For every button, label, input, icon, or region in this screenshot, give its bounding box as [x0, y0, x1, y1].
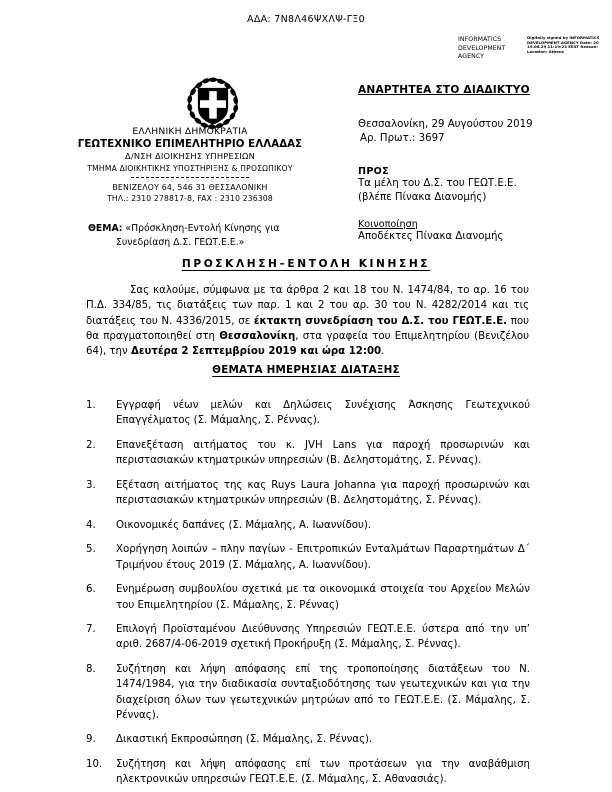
- agenda-item-number: 5.: [86, 544, 96, 556]
- page-title-text: ΠΡΟΣΚΛΗΣΗ–ΕΝΤΟΛΗ ΚΙΝΗΣΗΣ: [181, 258, 431, 270]
- subject-line-1: «Πρόσκληση-Εντολή Κίνησης για: [125, 223, 280, 234]
- agenda-item-number: 8.: [86, 664, 96, 676]
- agenda-item: [86, 662, 530, 723]
- directorate-name: Δ/ΝΣΗ ΔΙΟΙΚΗΣΗΣ ΥΠΗΡΕΣΙΩΝ: [125, 151, 255, 161]
- recipient-header: [358, 84, 604, 244]
- agenda-item-text: Ενημέρωση συμβουλίου σχετικά με τα οικονομικά στοιχεία του Αρχείου Μελών του Επιμελητηρίου (Σ. Μάμαλης, Σ. Ρέννας): [116, 584, 530, 611]
- agenda-item: [86, 582, 530, 612]
- agenda-item-number: 2.: [86, 439, 96, 451]
- subject-block: [88, 222, 338, 249]
- agenda-item-text: Επανεξέταση αιτήματος του κ. JVH Lans για παροχή προσωρινών και περιστασιακών κτηματρικών υπηρεσιών (Β. Δεληστομάτης, Σ. Ρέννας).: [116, 439, 530, 467]
- publication-notice: ΑΝΑΡΤΗΤΕΑ ΣΤΟ ΔΙΑΔΙΚΤΥΟ: [358, 84, 530, 96]
- paragraph-bold-datetime: Δευτέρα 2 Σεπτεμβρίου 2019 και ώρα 12:00: [130, 346, 382, 358]
- republic-name: ΕΛΛΗΝΙΚΗ ΔΗΜΟΚΡΑΤΙΑ: [132, 126, 248, 137]
- paragraph-part-2: που θα πραγματοποιηθεί στη: [86, 315, 530, 342]
- agenda-item-number: 6.: [86, 584, 96, 596]
- agenda-item-number: 3.: [86, 479, 96, 491]
- agenda-item-text: Δικαστική Εκπροσώπηση (Σ. Μάμαλης, Σ. Ρέννας).: [116, 734, 373, 746]
- agenda-item: [86, 622, 530, 652]
- invitation-paragraph: [86, 283, 529, 359]
- paragraph-part-1: Σας καλούμε, σύμφωνα με τα άρθρα 2 και 18 του Ν. 1474/84, το αρ. 16 του Π.Δ. 334/85, τις διατάξεις των παρ. 1 και 2 του αρ. 30 του Ν. 4282/2014 και τις διατάξεις του Ν. 4336/2015, σε: [86, 285, 529, 327]
- subject-label: ΘΕΜΑ:: [88, 223, 123, 234]
- agenda-item-text: Εγγραφή νέων μελών και Δηλώσεις Συνέχισης Άσκησης Γεωτεχνικού Επαγγέλματος (Σ. Μάμαλης, Σ. Ρέννας).: [116, 400, 530, 427]
- cc-label: Κοινοποίηση: [358, 219, 418, 230]
- office-phone-fax: ΤΗΛ.: 2310 278817-8, FAX : 2310 236308: [107, 193, 273, 203]
- paragraph-bold-session: έκτακτη συνεδρίαση του Δ.Σ. του ΓΕΩΤ.Ε.Ε.: [253, 315, 508, 327]
- recipient-line-1: Τα μέλη του Δ.Σ. του ΓΕΩΤ.Ε.Ε.: [358, 178, 517, 189]
- paragraph-part-3: , στα γραφεία του Επιμελητηρίου (Βενιζέλου 64), την: [86, 330, 529, 358]
- agenda-item: [86, 518, 530, 533]
- chamber-name: ΓΕΩΤΕΧΝΙΚΟ ΕΠΙΜΕΛΗΤΗΡΙΟ ΕΛΛΑΔΑΣ: [77, 139, 303, 150]
- recipient-line-2: (βλέπε Πίνακα Διανομής): [358, 192, 487, 203]
- office-address: ΒΕΝΙΖΕΛΟΥ 64, 546 31 ΘΕΣΣΑΛΟΝΙΚΗ: [112, 182, 268, 192]
- agenda-item-text: Εξέταση αιτήματος της κας Ruys Laura Johanna για παροχή προσωρινών και περιστασιακών κτηματρικών υπηρεσιών (Β. Δεληστομάτης, Σ. Ρέννας).: [116, 479, 530, 507]
- agenda-item: [86, 398, 530, 428]
- agenda-list: [86, 398, 530, 792]
- agenda-item-text: Οικονομικές δαπάνες (Σ. Μάμαλης, Α. Ιωαννίδου).: [116, 519, 372, 531]
- subject-line-2: Συνεδρίαση Δ.Σ. ΓΕΩΤ.Ε.Ε.»: [116, 236, 245, 248]
- agenda-item-text: Συζήτηση και λήψη απόφασης επί των προτάσεων για την αναβάθμιση ηλεκτρονικών υπηρεσιών ΓΕΩΤ.Ε.Ε. (Σ. Μάμαλης, Σ. Αθανασιάς).: [116, 759, 530, 786]
- agenda-item: [86, 438, 530, 468]
- agenda-heading-text: ΘΕΜΑΤΑ ΗΜΕΡΗΣΙΑΣ ΔΙΑΤΑΞΗΣ: [212, 364, 400, 376]
- paragraph-part-4: .: [381, 346, 385, 358]
- agenda-heading: [0, 364, 612, 376]
- page-title: [0, 258, 612, 270]
- agenda-item-text: Επιλογή Προϊσταμένου Διεύθυνσης Υπηρεσιών ΓΕΩΤ.Ε.Ε. ύστερα από την υπ’ αριθ. 2687/4-06-2019 σχετική Προκήρυξη (Σ. Μάμαλης, Σ. Ρέννας).: [116, 624, 530, 651]
- signature-details-text: Digitally signed by INFORMATICS DEVELOPMENT AGENCY Date: 2019.08.29 11:19:23 EEST Reason: Location: Athens: [527, 35, 600, 54]
- agenda-item: [86, 732, 530, 747]
- agenda-item-number: 7.: [86, 624, 96, 636]
- cc-line: Αποδέκτες Πίνακα Διανομής: [358, 231, 504, 242]
- agenda-item-number: 9.: [86, 734, 96, 746]
- ada-code: ΑΔΑ: 7Ν8Λ46ΨΧΛΨ-ΓΞ0: [247, 14, 365, 25]
- organization-header: [30, 126, 350, 204]
- agenda-item-number: 10.: [86, 759, 103, 771]
- agenda-item-text: Συζήτηση και λήψη απόφασης επί της τροποποίησης διατάξεων του Ν. 1474/1984, για την διαδικασία συνταξιοδότησης των γεωτεχνικών και για την διαχείριση όλων των γεωτεχνικών μητρώων από το ΓΕΩΤ.Ε.Ε. (Σ. Μάμαλης, Σ. Ρέννας).: [116, 664, 530, 721]
- department-name: ΤΜΗΜΑ ΔΙΟΙΚΗΤΙΚΗΣ ΥΠΟΣΤΗΡΙΞΗΣ & ΠΡΟΣΩΠΙΚΟΥ: [87, 163, 293, 173]
- agenda-item-number: 4.: [86, 519, 96, 531]
- place-and-date: Θεσσαλονίκη, 29 Αυγούστου 2019: [358, 119, 533, 130]
- agenda-item: [86, 542, 530, 572]
- paragraph-bold-city: Θεσσαλονίκη: [219, 330, 296, 342]
- agenda-item: [86, 757, 530, 787]
- protocol-number: Αρ. Πρωτ.: 3697: [360, 133, 445, 144]
- agenda-item: [86, 478, 530, 508]
- hellenic-republic-coat-of-arms-icon: [186, 76, 240, 130]
- digital-signature-stamp: [458, 36, 604, 72]
- recipient-label: ΠΡΟΣ: [358, 166, 389, 177]
- header-divider: [131, 177, 249, 178]
- signature-agency-name: INFORMATICS DEVELOPMENT AGENCY: [458, 36, 506, 60]
- agenda-item-number: 1.: [86, 400, 96, 411]
- agenda-item-text: Χορήγηση λοιπών – πλην παγίων - Επιτροπικών Ενταλμάτων Παραρτημάτων Δ΄ Τριμήνου έτους 2019 (Σ. Μάμαλης, Α. Ιωαννίδου).: [116, 544, 530, 571]
